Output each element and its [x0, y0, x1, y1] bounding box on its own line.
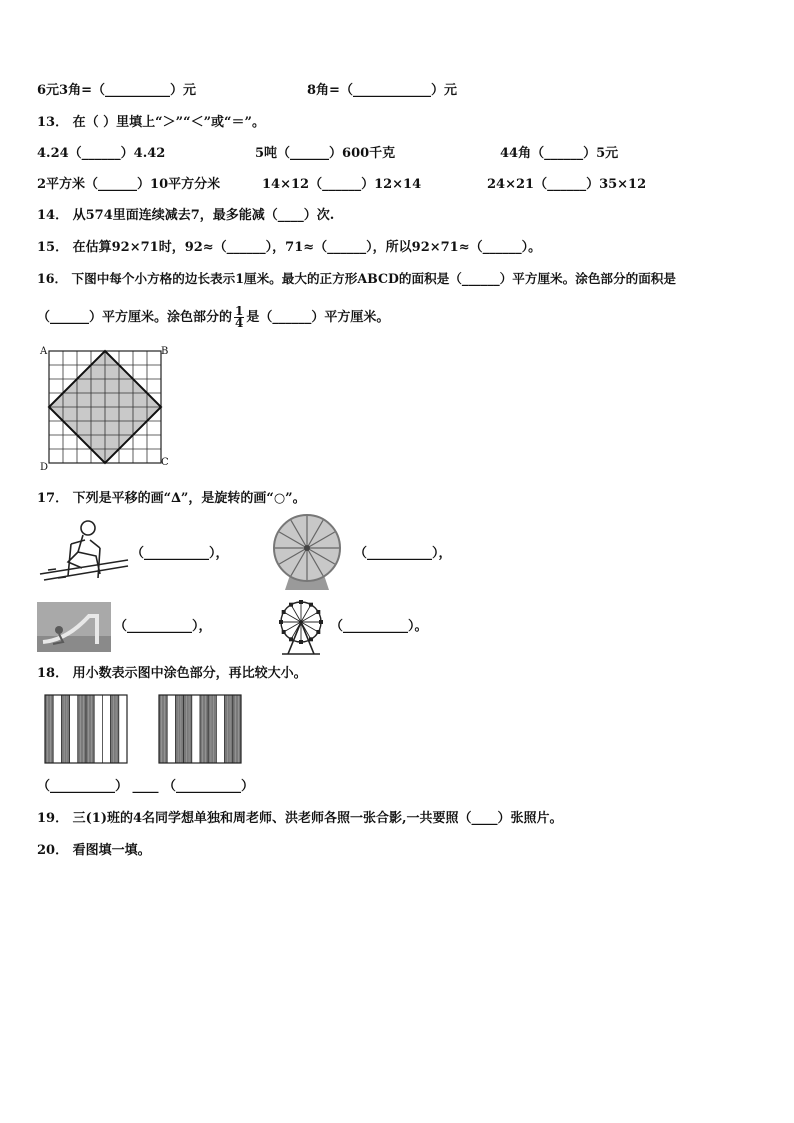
- shaded-stripe: [225, 695, 233, 763]
- windmill-image: [271, 514, 343, 590]
- shaded-stripe: [184, 695, 192, 763]
- ferris-cabin: [309, 603, 313, 607]
- shaded-stripe: [233, 695, 241, 763]
- shaded-stripe: [78, 695, 86, 763]
- q17-blank-windmill: （__________），: [354, 546, 452, 561]
- striped-figure-right: [159, 695, 241, 763]
- ferris-cabin: [309, 637, 313, 641]
- fraction-denominator: 4: [235, 316, 244, 330]
- q16-line2-pre: （______）平方厘米。涂色部分的: [37, 310, 233, 325]
- q17-stem: 17． 下列是平移的画“∆”，是旋转的画“○”。: [37, 491, 306, 506]
- q17-blank-slide: （__________），: [114, 619, 212, 634]
- shaded-stripe: [61, 695, 69, 763]
- ferris-cabin: [299, 600, 303, 604]
- slide-image: [37, 602, 111, 652]
- blank-stripe: [102, 695, 110, 763]
- q20: 20． 看图填一填。: [37, 843, 151, 858]
- blank-stripe: [53, 695, 61, 763]
- striped-figure-left: [45, 695, 127, 763]
- ferris-cabin: [289, 603, 293, 607]
- grid-square-figure: [49, 351, 161, 463]
- q13-r1c3: 44角（______）5元: [500, 146, 619, 161]
- q13-r1c1: 4.24（______）4.42: [37, 146, 166, 161]
- label-c: C: [161, 457, 169, 468]
- q18-stem: 18． 用小数表示图中涂色部分，再比较大小。: [37, 666, 307, 681]
- q13-r1c2: 5吨（______）600千克: [255, 146, 396, 161]
- q17-blank-ferris: （__________）。: [330, 619, 428, 634]
- q14: 14． 从574里面连续减去7，最多能减（____）次.: [37, 208, 335, 223]
- q13-r2c1: 2平方米（______）10平方分米: [37, 177, 221, 192]
- ferris-cabin: [282, 610, 286, 614]
- ferris-cabin: [279, 620, 283, 624]
- blank-stripe: [216, 695, 224, 763]
- label-d: D: [40, 462, 49, 473]
- blank-stripe: [70, 695, 78, 763]
- shaded-stripe: [208, 695, 216, 763]
- ferris-cabin: [299, 640, 303, 644]
- blank-stripe: [94, 695, 102, 763]
- q13-stem: 13． 在（ ）里填上“＞”“＜”或“＝”。: [37, 115, 266, 130]
- ferris-cabin: [289, 637, 293, 641]
- q12-a: 6元3角=（__________）元: [37, 83, 196, 98]
- ferris-wheel-image: [276, 598, 326, 656]
- ferris-cabin: [319, 620, 323, 624]
- q15: 15． 在估算92×71时，92≈（______），71≈（______），所以92×71≈（______）。: [37, 240, 542, 255]
- q16-line2-post: 是（______）平方厘米。: [246, 310, 390, 325]
- q16-line2: [37, 306, 389, 330]
- shaded-stripe: [200, 695, 208, 763]
- blank-stripe: [192, 695, 200, 763]
- fraction-one-quarter: [234, 306, 244, 329]
- q16-line1: 16． 下图中每个小方格的边长表示1厘米。最大的正方形ABCD的面积是（______）平方厘米。涂色部分的面积是: [37, 271, 676, 286]
- ferris-cabin: [316, 610, 320, 614]
- ferris-cabin: [316, 630, 320, 634]
- shaded-stripe: [111, 695, 119, 763]
- blank-stripe: [119, 695, 127, 763]
- shaded-stripe: [159, 695, 167, 763]
- q12-b: 8角=（____________）元: [307, 83, 457, 98]
- q13-r2c2: 14×12（______）12×14: [262, 177, 422, 192]
- ferris-cabin: [282, 630, 286, 634]
- q18-compare: （__________） ____ （__________）: [37, 779, 255, 794]
- shaded-stripe: [45, 695, 53, 763]
- label-b: B: [161, 346, 169, 357]
- shaded-stripe: [86, 695, 94, 763]
- skier-image: [38, 518, 130, 584]
- shaded-stripe: [175, 695, 183, 763]
- q13-r2c3: 24×21（______）35×12: [487, 177, 647, 192]
- q17-blank-skier: （__________），: [131, 546, 229, 561]
- fraction-numerator: 1: [235, 304, 244, 318]
- label-a: A: [40, 346, 48, 357]
- blank-stripe: [167, 695, 175, 763]
- q19: 19． 三(1)班的4名同学想单独和周老师、洪老师各照一张合影,一共要照（____）张照片。: [37, 811, 563, 826]
